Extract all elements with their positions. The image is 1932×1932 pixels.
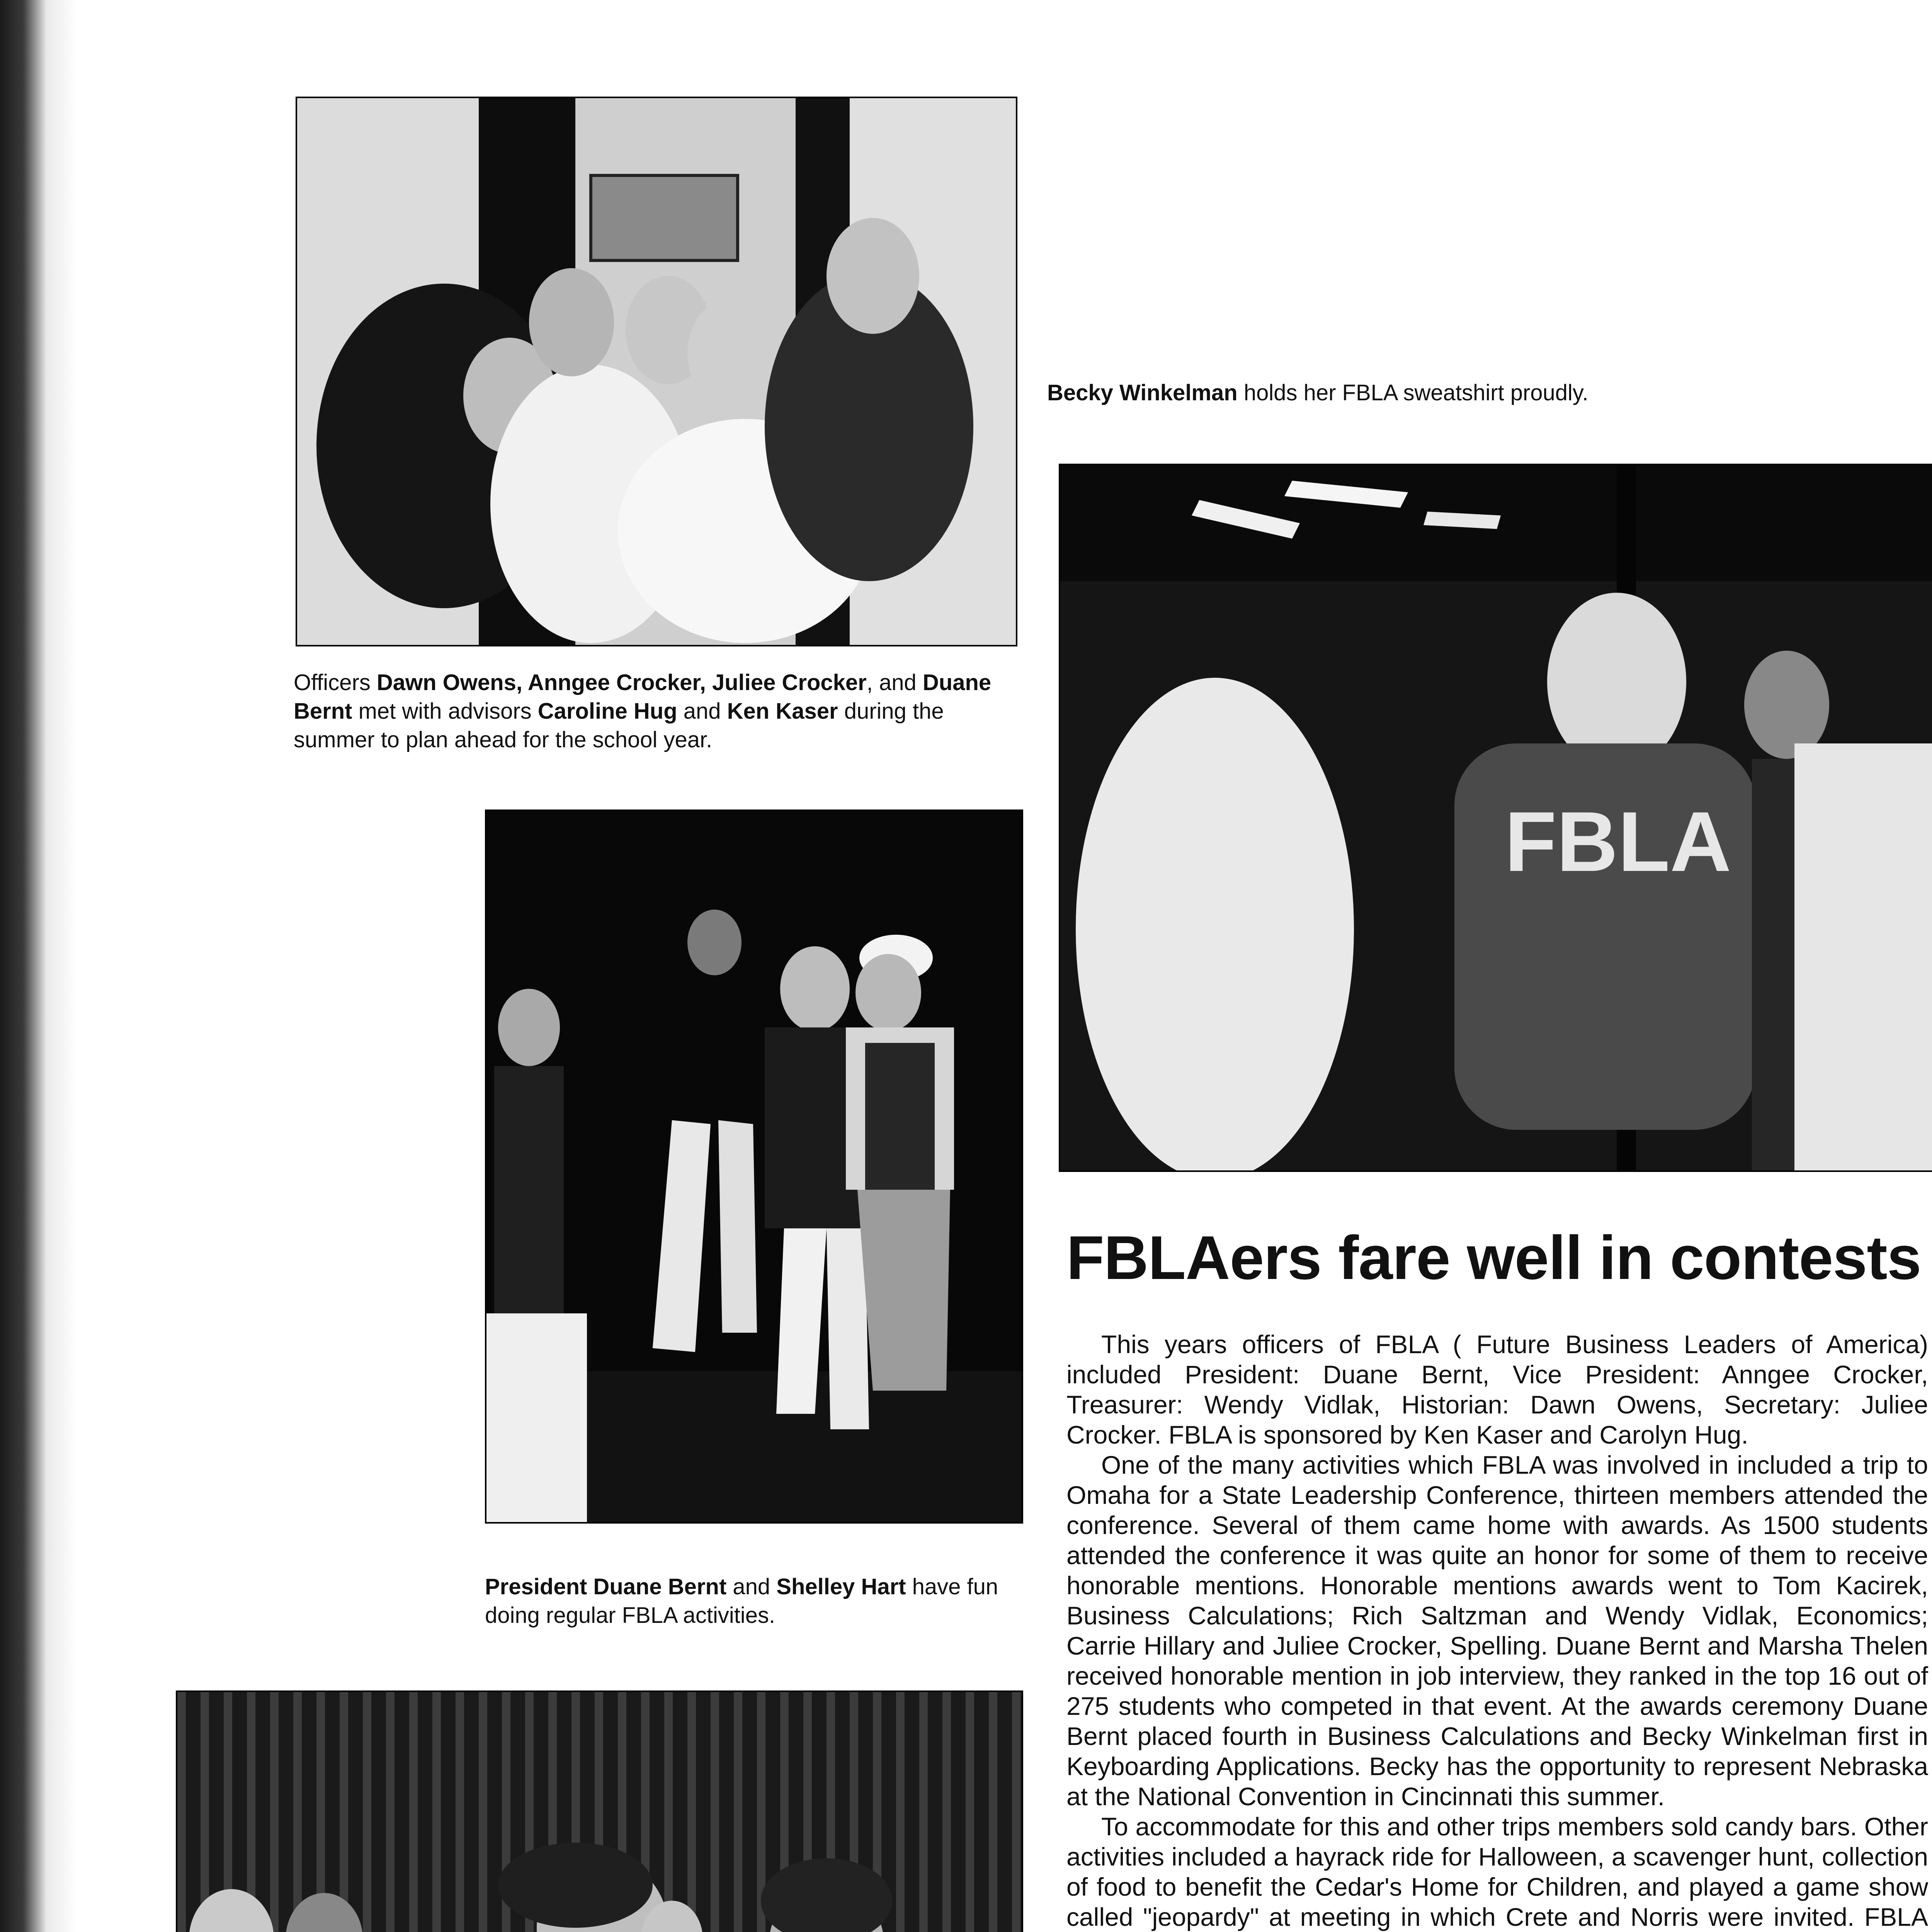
photo-walking-image — [486, 811, 1022, 1522]
caption-officers-part-5: met with advisors — [352, 699, 538, 724]
caption-officers-part-1: Officers — [294, 670, 377, 695]
photo-sweatshirt — [1059, 464, 1932, 1172]
caption-president-part-2: and — [726, 1574, 777, 1599]
caption-president-part-1: President Duane Bernt — [485, 1574, 727, 1599]
caption-officers-part-4: Duane Bernt — [294, 670, 992, 724]
caption-officers — [294, 668, 1012, 754]
caption-officers-part-8: Ken Kaser — [727, 699, 838, 724]
caption-president — [485, 1573, 1026, 1630]
caption-sweatshirt-name: Becky Winkelman — [1047, 380, 1238, 405]
caption-president-part-3: Shelley Hart — [776, 1574, 906, 1599]
caption-officers-part-2: Dawn Owens, Anngee Crocker, Juliee Crocker — [376, 670, 867, 695]
photo-discussion — [176, 1690, 1023, 1932]
caption-officers-part-7: and — [677, 699, 727, 724]
caption-sweatshirt-text: holds her FBLA sweatshirt proudly. — [1237, 380, 1588, 405]
caption-officers-part-6: Caroline Hug — [537, 699, 677, 724]
page-binding-edge — [0, 0, 77, 1932]
caption-officers-part-3: , and — [866, 670, 923, 695]
caption-sweatshirt — [1047, 379, 1932, 407]
photo-officers — [296, 97, 1017, 646]
photo-officers-image — [297, 98, 1016, 645]
article-paragraph: To accommodate for this and other trips members sold candy bars. Other activities included a hayrack ride for Halloween, a scavenger hunt, collection of food to benefit the Cedar's Home for Children, and played a game show called "jeopardy" at meeting in which Crete and Norris were invited. FBLA — [1066, 1812, 1928, 1931]
photo-walking — [485, 810, 1023, 1524]
photo-discussion-image — [177, 1692, 1022, 1932]
caption-officers-part-9: during the summer to plan ahead for the school year. — [294, 699, 944, 752]
photo-sweatshirt-image — [1060, 465, 1932, 1170]
caption-president-part-4: have fun doing regular FBLA activities. — [485, 1574, 998, 1628]
article-body — [1066, 1329, 1928, 1932]
article-paragraph: This years officers of FBLA ( Future Business Leaders of America) included President: Duane Bernt, Vice President: Anngee Crocker, Treasurer: Wendy Vidlak, Historian: Dawn Owens, Secretary: Juliee Crocker. FBLA is sponsored by Ken Kaser and Carolyn Hug. — [1066, 1330, 1928, 1449]
article-headline: FBLAers fare well in contests — [1066, 1223, 1921, 1292]
photo-sweatshirt-lettering: FBLA — [1505, 794, 1731, 889]
article-paragraph: One of the many activities which FBLA was involved in included a trip to Omaha for a State Leadership Conference, thirteen members attended the conference. Several of them came home with awards. As 1500 students attended the conference it was quite an honor for some of them to receive honorable mentions. Honorable mentions awards went to Tom Kacirek, Business Calculations; Rich Saltzman and Wendy Vidlak, Economics; Carrie Hillary and Juliee Crocker, Spelling. Duane Bernt and Marsha Thelen received honorable mention in job interview, they ranked in the top 16 out of 275 students who competed in that event. At the awards ceremony Duane Bernt placed fourth in Business Calculations and Becky Winkelman first in Keyboarding Applications. Becky has the opportunity to represent Nebraska at the National Convention in Cincinnati this summer. — [1066, 1451, 1928, 1811]
